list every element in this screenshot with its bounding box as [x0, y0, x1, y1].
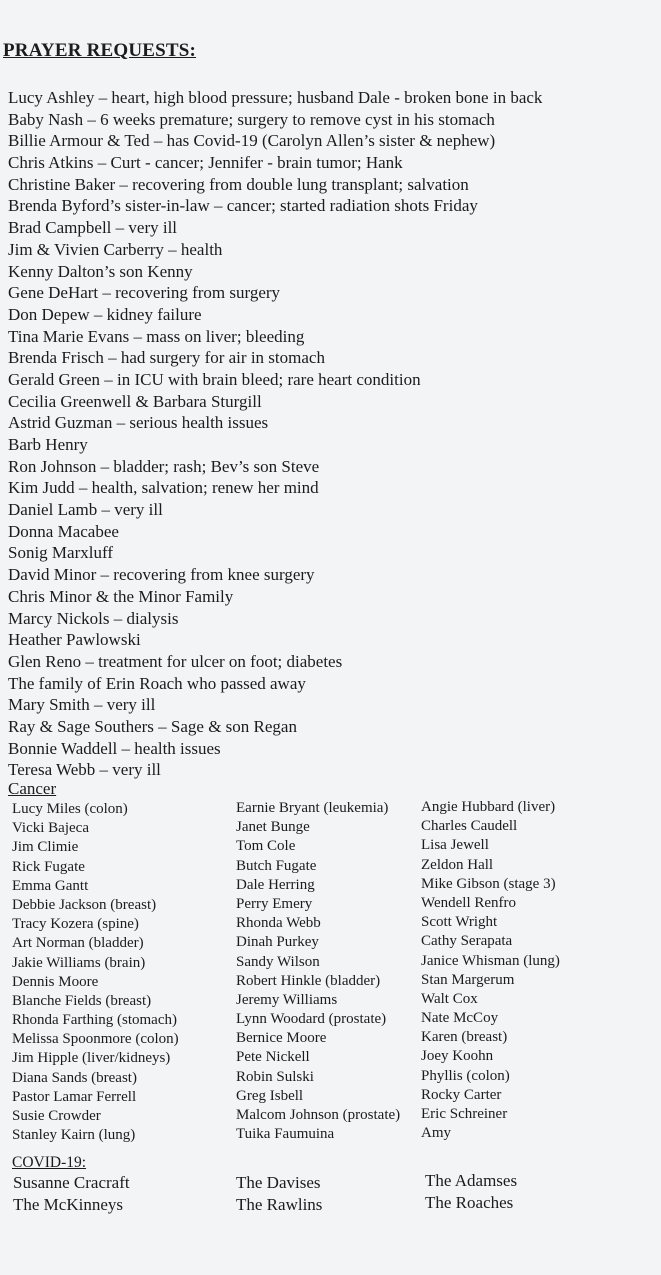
covid-column-1: [13, 1172, 130, 1215]
prayer-request-item: Barb Henry: [8, 435, 88, 454]
cancer-list-item: Angie Hubbard (liver): [421, 799, 556, 815]
prayer-request-item: Lucy Ashley – heart, high blood pressure; husband Dale - broken bone in back: [8, 88, 543, 107]
cancer-list-item: Dennis Moore: [12, 973, 99, 990]
cancer-list-item: Melissa Spoonmore (colon): [12, 1031, 179, 1048]
cancer-list-item: Susie Crowder: [12, 1108, 101, 1124]
cancer-list-item: Pastor Lamar Ferrell: [12, 1088, 137, 1105]
prayer-request-item: Astrid Guzman – serious health issues: [8, 413, 269, 433]
cancer-list-item: Mike Gibson (stage 3): [421, 875, 556, 892]
cancer-list-item: Emma Gantt: [12, 877, 89, 894]
cancer-list-item: Charles Caudell: [421, 818, 518, 835]
cancer-list-item: Earnie Bryant (leukemia): [236, 800, 389, 816]
cancer-list-item: Malcom Johnson (prostate): [236, 1107, 401, 1123]
cancer-column-1: [12, 800, 179, 1145]
cancer-list-item: Scott Wright: [421, 914, 498, 931]
cancer-list-item: Amy: [421, 1125, 451, 1142]
covid-section-label: COVID-19:: [12, 1154, 87, 1171]
cancer-list-item: Tom Cole: [236, 838, 296, 855]
prayer-request-item: Glen Reno – treatment for ulcer on foot; diabetes: [8, 651, 343, 671]
prayer-request-item: Billie Armour & Ted – has Covid-19 (Carolyn Allen’s sister & nephew): [8, 131, 496, 151]
covid-list-item: The Rawlins: [236, 1194, 323, 1214]
cancer-list-item: Jeremy Williams: [236, 991, 338, 1008]
cancer-list-item: Janice Whisman (lung): [421, 952, 560, 969]
cancer-list-item: Debbie Jackson (breast): [12, 896, 157, 913]
cancer-list-item: Dinah Purkey: [236, 934, 319, 951]
cancer-list-item: Lisa Jewell: [421, 837, 489, 854]
cancer-list-item: Lucy Miles (colon): [12, 801, 128, 817]
covid-list-item: The Davises: [236, 1173, 321, 1192]
cancer-list-item: Bernice Moore: [236, 1030, 327, 1047]
cancer-list-item: Jim Hipple (liver/kidneys): [12, 1050, 171, 1067]
covid-list-item: The Adamses: [425, 1171, 518, 1190]
cancer-section-label: Cancer: [8, 779, 57, 798]
cancer-list-item: Blanche Fields (breast): [12, 992, 152, 1009]
cancer-list-item: Stanley Kairn (lung): [12, 1127, 136, 1144]
prayer-request-item: David Minor – recovering from knee surgery: [8, 565, 315, 585]
prayer-request-item: Christine Baker – recovering from double lung transplant; salvation: [8, 174, 469, 194]
cancer-list-item: Janet Bunge: [236, 819, 310, 836]
cancer-list-item: Sandy Wilson: [236, 953, 320, 970]
cancer-list-item: Joey Koohn: [421, 1048, 494, 1065]
cancer-list-item: Eric Schreiner: [421, 1106, 508, 1122]
cancer-list-item: Rhonda Webb: [236, 915, 321, 932]
cancer-list-item: Rick Fugate: [12, 858, 85, 875]
prayer-request-item: Daniel Lamb – very ill: [8, 500, 163, 520]
prayer-request-item: Gene DeHart – recovering from surgery: [8, 283, 281, 303]
cancer-column-3: [421, 798, 560, 1143]
covid-list-item: Susanne Cracraft: [13, 1173, 130, 1192]
cancer-list-item: Jakie Williams (brain): [12, 954, 146, 971]
prayer-request-item: Bonnie Waddell – health issues: [8, 738, 221, 758]
cancer-list-item: Tracy Kozera (spine): [12, 916, 139, 933]
prayer-request-item: Cecilia Greenwell & Barbara Sturgill: [8, 391, 262, 411]
cancer-list-item: Lynn Woodard (prostate): [236, 1011, 387, 1028]
cancer-list-item: Art Norman (bladder): [12, 935, 144, 952]
covid-column-3: [425, 1170, 517, 1213]
cancer-list-item: Cathy Serapata: [421, 933, 513, 950]
prayer-request-item: Tina Marie Evans – mass on liver; bleeding: [8, 326, 305, 346]
prayer-request-item: Don Depew – kidney failure: [8, 304, 202, 324]
cancer-list-item: Greg Isbell: [236, 1087, 304, 1104]
cancer-list-item: Nate McCoy: [421, 1010, 499, 1027]
prayer-request-item: Baby Nash – 6 weeks premature; surgery to remove cyst in his stomach: [8, 109, 495, 129]
prayer-request-item: Brenda Frisch – had surgery for air in stomach: [8, 348, 325, 368]
cancer-list-item: Karen (breast): [421, 1029, 508, 1046]
cancer-list-item: Phyllis (colon): [421, 1067, 510, 1084]
cancer-list-item: Wendell Renfro: [421, 894, 517, 911]
covid-list-item: The Roaches: [425, 1192, 514, 1212]
cancer-list-item: Jim Climie: [12, 839, 79, 856]
covid-column-2: [236, 1172, 322, 1215]
prayer-request-item: Jim & Vivien Carberry – health: [8, 239, 223, 259]
cancer-list-item: Butch Fugate: [236, 857, 317, 874]
cancer-column-2: [236, 799, 400, 1144]
cancer-list-item: Dale Herring: [236, 876, 315, 893]
prayer-request-item: Mary Smith – very ill: [8, 695, 156, 715]
cancer-list-item: Robert Hinkle (bladder): [236, 972, 381, 989]
prayer-request-item: Heather Pawlowski: [8, 630, 141, 650]
cancer-list-item: Rocky Carter: [421, 1086, 502, 1103]
prayer-request-item: Donna Macabee: [8, 521, 119, 541]
cancer-list-item: Tuika Faumuina: [236, 1126, 335, 1143]
cancer-list-item: Walt Cox: [421, 990, 478, 1007]
cancer-list-item: Zeldon Hall: [421, 856, 494, 873]
prayer-request-item: Kim Judd – health, salvation; renew her mind: [8, 478, 319, 498]
cancer-list-item: Pete Nickell: [236, 1049, 310, 1066]
prayer-request-item: Kenny Dalton’s son Kenny: [8, 261, 193, 281]
prayer-request-item: Marcy Nickols – dialysis: [8, 608, 179, 628]
cancer-list-item: Perry Emery: [236, 895, 313, 912]
prayer-request-item: Ray & Sage Southers – Sage & son Regan: [8, 716, 297, 736]
covid-list-item: The McKinneys: [13, 1194, 124, 1214]
prayer-request-item: Brenda Byford’s sister-in-law – cancer; started radiation shots Friday: [8, 196, 478, 216]
prayer-request-item: Sonig Marxluff: [8, 543, 113, 563]
prayer-request-item: Chris Atkins – Curt - cancer; Jennifer - brain tumor; Hank: [8, 153, 403, 173]
prayer-request-item: Teresa Webb – very ill: [8, 760, 161, 780]
prayer-request-item: Ron Johnson – bladder; rash; Bev’s son Steve: [8, 456, 320, 476]
prayer-requests-heading: PRAYER REQUESTS:: [3, 40, 197, 61]
prayer-request-item: Gerald Green – in ICU with brain bleed; rare heart condition: [8, 369, 421, 389]
cancer-list-item: Rhonda Farthing (stomach): [12, 1012, 177, 1029]
cancer-list-item: Vicki Bajeca: [12, 820, 89, 837]
cancer-list-item: Diana Sands (breast): [12, 1069, 137, 1086]
prayer-request-item: The family of Erin Roach who passed away: [8, 673, 306, 693]
prayer-request-item: Chris Minor & the Minor Family: [8, 586, 234, 606]
cancer-list-item: Stan Margerum: [421, 971, 515, 988]
cancer-list-item: Robin Sulski: [236, 1068, 314, 1085]
prayer-request-list: [8, 87, 658, 781]
prayer-request-item: Brad Campbell – very ill: [8, 218, 178, 238]
